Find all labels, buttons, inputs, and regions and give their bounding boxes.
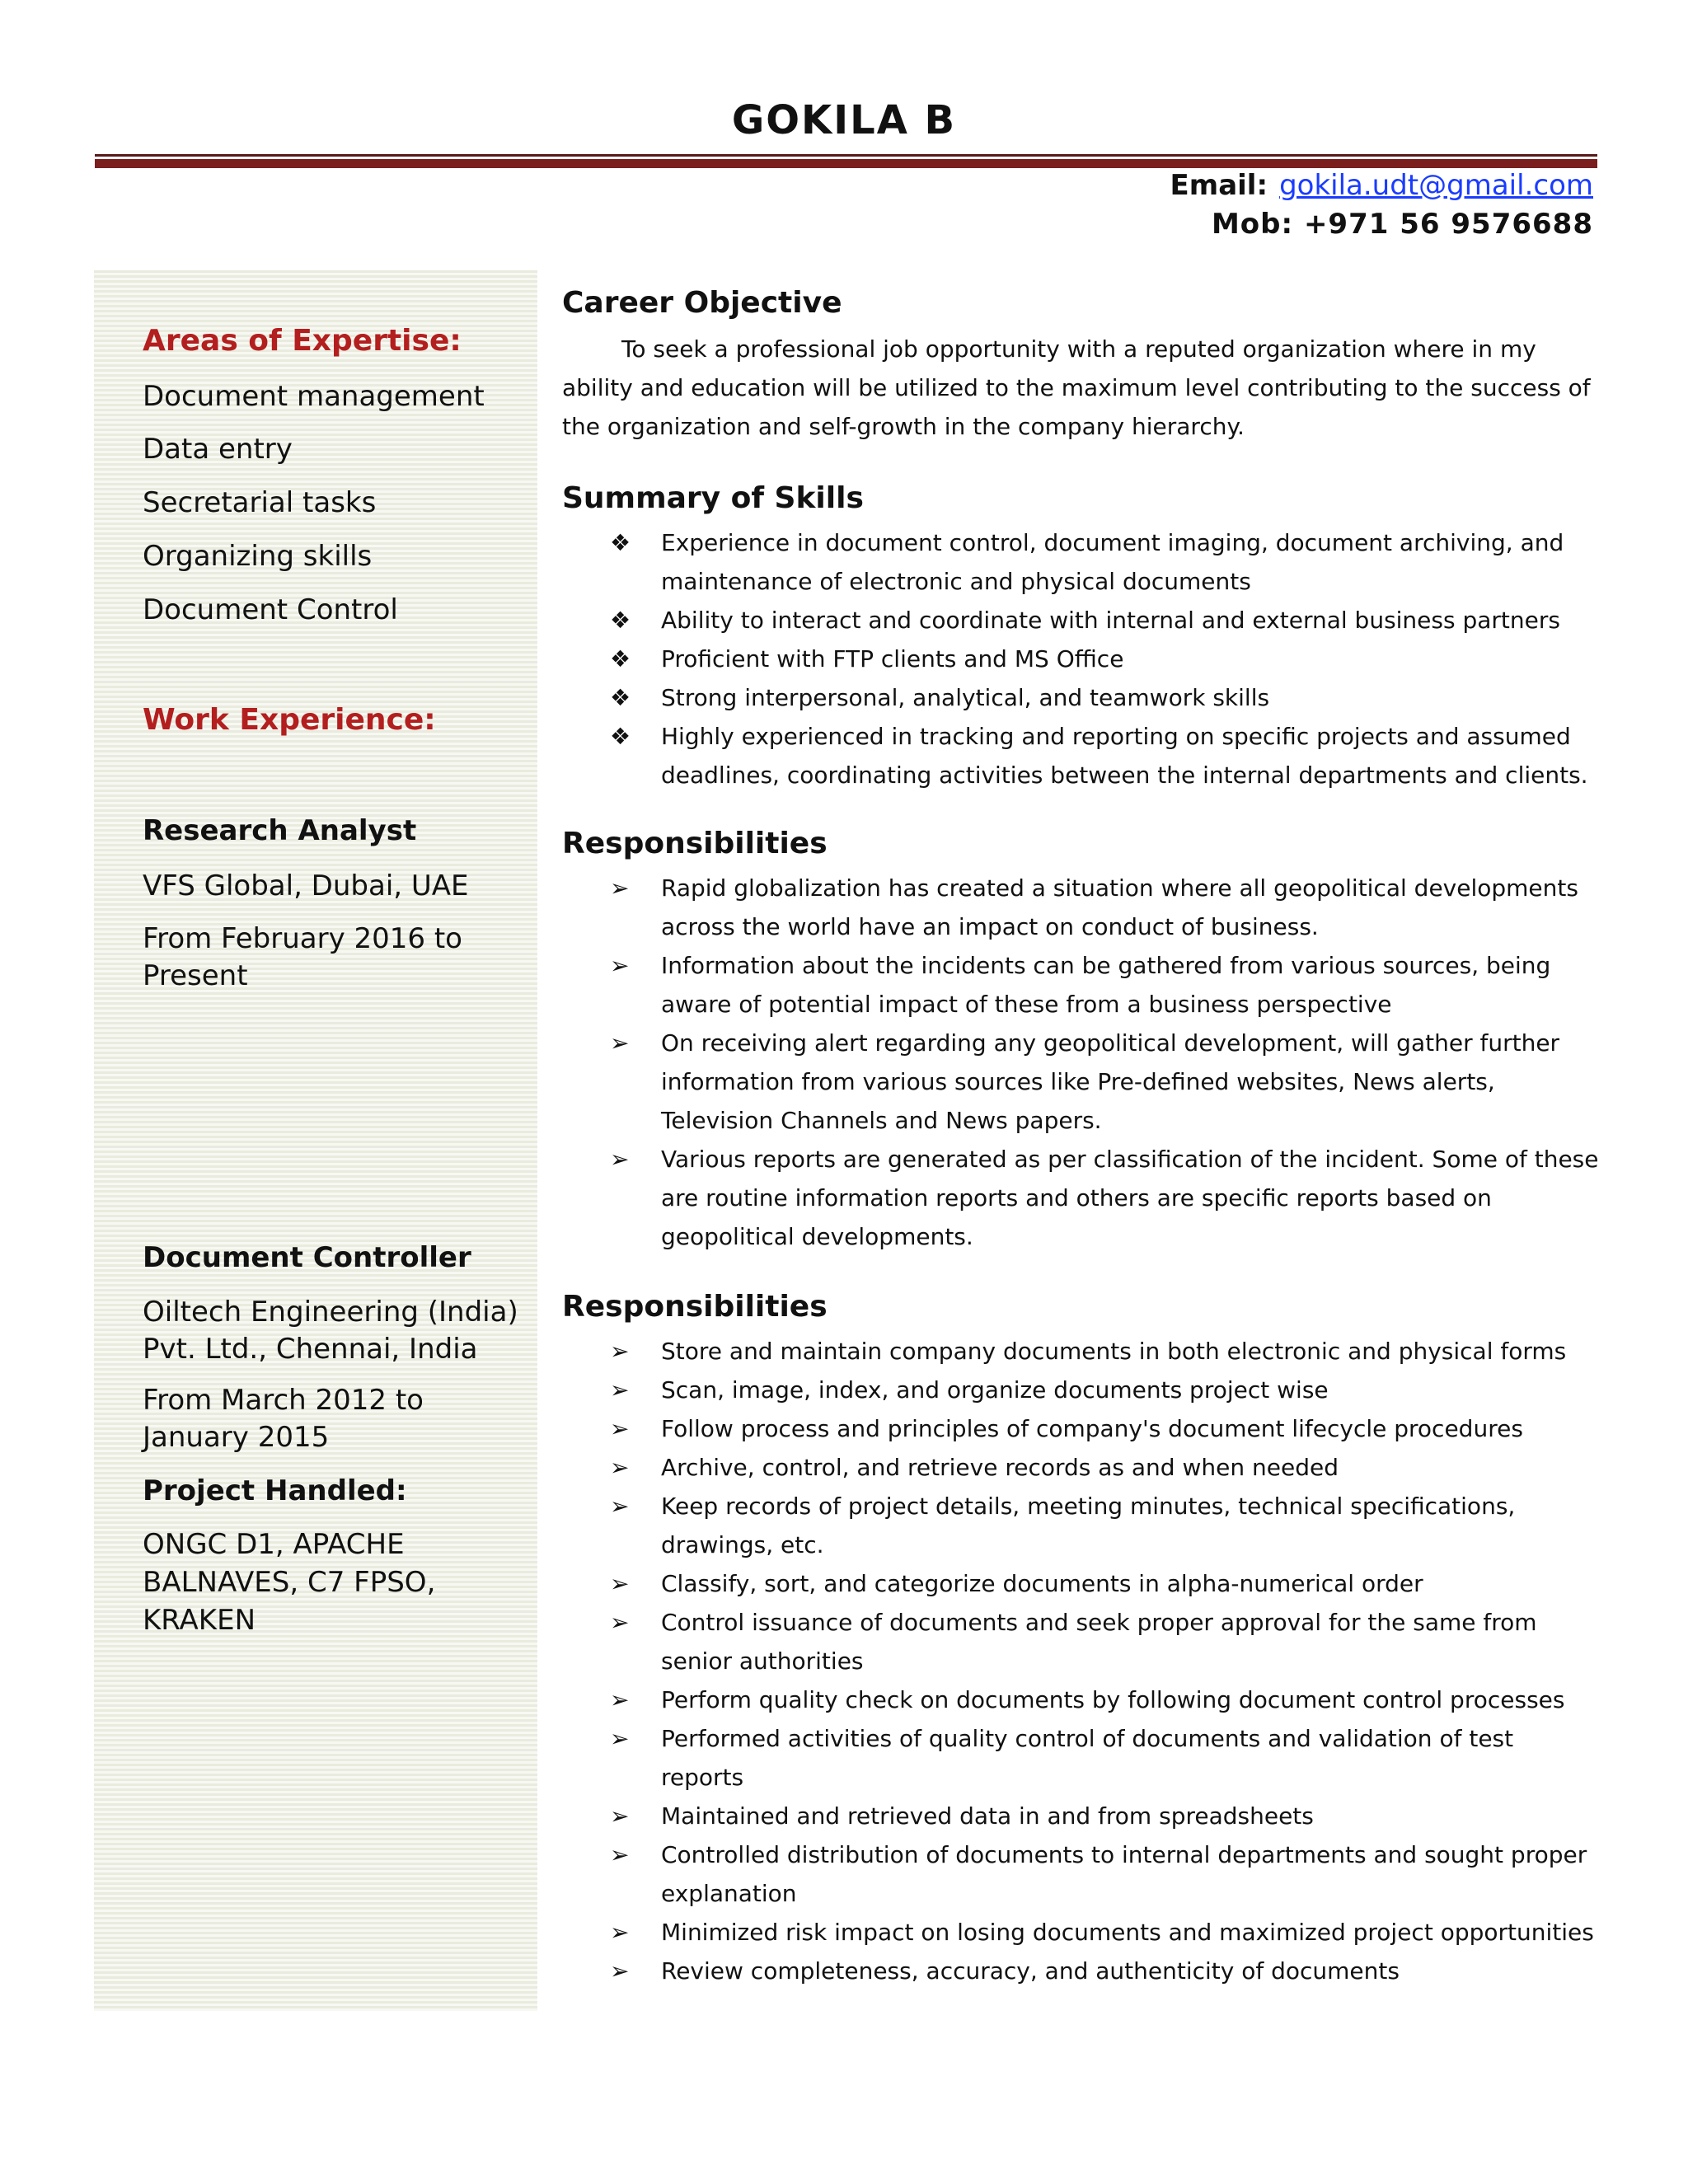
responsibility-item: ➢ Archive, control, and retrieve records as and when needed xyxy=(562,1448,1601,1487)
work-experience-heading: Work Experience: xyxy=(143,703,436,737)
responsibility-item: ➢ Keep records of project details, meeting minutes, technical specifications, drawings, etc. xyxy=(562,1487,1601,1564)
responsibilities-list xyxy=(562,869,1601,1256)
job1-title: Research Analyst xyxy=(143,814,417,847)
main-content xyxy=(562,284,1601,1990)
expertise-item: Organizing skills xyxy=(143,540,373,573)
arrow-bullet-icon: ➢ xyxy=(610,1802,630,1830)
job2-period: From March 2012 to xyxy=(143,1384,424,1417)
email-link[interactable]: gokila.udt@gmail.com xyxy=(1279,169,1593,202)
arrow-bullet-icon: ➢ xyxy=(610,1570,630,1597)
expertise-item: Data entry xyxy=(143,433,293,466)
mobile-label: Mob: xyxy=(1211,208,1294,241)
arrow-bullet-icon: ➢ xyxy=(610,1609,630,1636)
expertise-item: Document Control xyxy=(143,593,398,626)
responsibility-item: ➢ Rapid globalization has created a situation where all geopolitical developments across the world have an impact on conduct of business. xyxy=(562,869,1601,946)
candidate-name: GOKILA B xyxy=(731,97,957,143)
arrow-bullet-icon: ➢ xyxy=(610,1841,630,1868)
responsibility-item: ➢ Store and maintain company documents in both electronic and physical forms xyxy=(562,1332,1601,1371)
email-label: Email: xyxy=(1170,169,1268,202)
diamond-bullet-icon: ❖ xyxy=(610,723,631,750)
header-divider-thick xyxy=(95,159,1597,168)
responsibilities-heading: Responsibilities xyxy=(562,1290,828,1324)
responsibility-item: ➢ Controlled distribution of documents to internal departments and sought proper explanation xyxy=(562,1835,1601,1913)
projects-list: BALNAVES, C7 FPSO, xyxy=(143,1566,436,1599)
responsibilities-list xyxy=(562,1332,1601,1990)
arrow-bullet-icon: ➢ xyxy=(610,1338,630,1365)
responsibility-item: ➢ Review completeness, accuracy, and authenticity of documents xyxy=(562,1952,1601,1990)
arrow-bullet-icon: ➢ xyxy=(610,1919,630,1946)
arrow-bullet-icon: ➢ xyxy=(610,952,630,979)
responsibility-item: ➢ Information about the incidents can be gathered from various sources, being aware of potential impact of these from a business perspective xyxy=(562,946,1601,1024)
projects-list: ONGC D1, APACHE xyxy=(143,1528,405,1561)
arrow-bullet-icon: ➢ xyxy=(610,1454,630,1481)
contact-email-row xyxy=(851,169,1593,202)
skill-item: ❖ Proficient with FTP clients and MS Office xyxy=(562,640,1601,678)
arrow-bullet-icon: ➢ xyxy=(610,1725,630,1752)
skills-list xyxy=(562,523,1601,794)
arrow-bullet-icon: ➢ xyxy=(610,1029,630,1057)
arrow-bullet-icon: ➢ xyxy=(610,1146,630,1173)
responsibility-item: ➢ Follow process and principles of company's document lifecycle procedures xyxy=(562,1409,1601,1448)
responsibility-item: ➢ Maintained and retrieved data in and from spreadsheets xyxy=(562,1797,1601,1835)
mobile-number: +971 56 9576688 xyxy=(1303,208,1593,241)
expertise-heading: Areas of Expertise: xyxy=(143,324,462,358)
career-objective-text: To seek a professional job opportunity with a reputed organization where in my ability and education will be utilized to the maximum level contributing to the success of the organization and self-growth in the company hierarchy. xyxy=(562,335,1591,440)
sidebar-panel xyxy=(94,270,537,2011)
header-divider-thin xyxy=(95,154,1597,157)
responsibility-item: ➢ Control issuance of documents and seek proper approval for the same from senior authorities xyxy=(562,1603,1601,1680)
arrow-bullet-icon: ➢ xyxy=(610,1376,630,1404)
responsibilities-heading: Responsibilities xyxy=(562,827,828,860)
diamond-bullet-icon: ❖ xyxy=(610,645,631,673)
responsibility-item: ➢ Classify, sort, and categorize documents in alpha-numerical order xyxy=(562,1564,1601,1603)
arrow-bullet-icon: ➢ xyxy=(610,1686,630,1713)
responsibility-item: ➢ On receiving alert regarding any geopolitical development, will gather further information from various sources like Pre-defined websites, News alerts, Television Channels and News papers. xyxy=(562,1024,1601,1140)
diamond-bullet-icon: ❖ xyxy=(610,607,631,634)
job2-period: January 2015 xyxy=(143,1421,330,1454)
arrow-bullet-icon: ➢ xyxy=(610,874,630,902)
skills-heading: Summary of Skills xyxy=(562,481,864,515)
job1-period: Present xyxy=(143,959,248,992)
skill-item: ❖ Highly experienced in tracking and reporting on specific projects and assumed deadlines, coordinating activities between the internal departments and clients. xyxy=(562,717,1601,794)
skill-item: ❖ Ability to interact and coordinate with internal and external business partners xyxy=(562,601,1601,640)
contact-mobile-row xyxy=(851,208,1593,241)
responsibility-item: ➢ Various reports are generated as per classification of the incident. Some of these are routine information reports and others are specific reports based on geopolitical developments. xyxy=(562,1140,1601,1256)
diamond-bullet-icon: ❖ xyxy=(610,684,631,711)
arrow-bullet-icon: ➢ xyxy=(610,1493,630,1520)
responsibility-item: ➢ Scan, image, index, and organize documents project wise xyxy=(562,1371,1601,1409)
expertise-item: Secretarial tasks xyxy=(143,486,377,519)
skill-item: ❖ Experience in document control, document imaging, document archiving, and maintenance of electronic and physical documents xyxy=(562,523,1601,601)
job1-company: VFS Global, Dubai, UAE xyxy=(143,869,469,902)
arrow-bullet-icon: ➢ xyxy=(610,1415,630,1442)
job2-title: Document Controller xyxy=(143,1241,471,1274)
responsibility-item: ➢ Minimized risk impact on losing documents and maximized project opportunities xyxy=(562,1913,1601,1952)
arrow-bullet-icon: ➢ xyxy=(610,1957,630,1985)
job2-company: Pvt. Ltd., Chennai, India xyxy=(143,1333,478,1366)
projects-list: KRAKEN xyxy=(143,1604,256,1637)
skill-item: ❖ Strong interpersonal, analytical, and teamwork skills xyxy=(562,678,1601,717)
diamond-bullet-icon: ❖ xyxy=(610,529,631,556)
responsibility-item: ➢ Performed activities of quality control of documents and validation of test reports xyxy=(562,1719,1601,1797)
job1-period: From February 2016 to xyxy=(143,922,462,955)
responsibility-item: ➢ Perform quality check on documents by following document control processes xyxy=(562,1680,1601,1719)
expertise-item: Document management xyxy=(143,380,485,413)
projects-heading: Project Handled: xyxy=(143,1474,407,1507)
job2-company: Oiltech Engineering (India) xyxy=(143,1296,518,1329)
career-objective-heading: Career Objective xyxy=(562,286,842,320)
